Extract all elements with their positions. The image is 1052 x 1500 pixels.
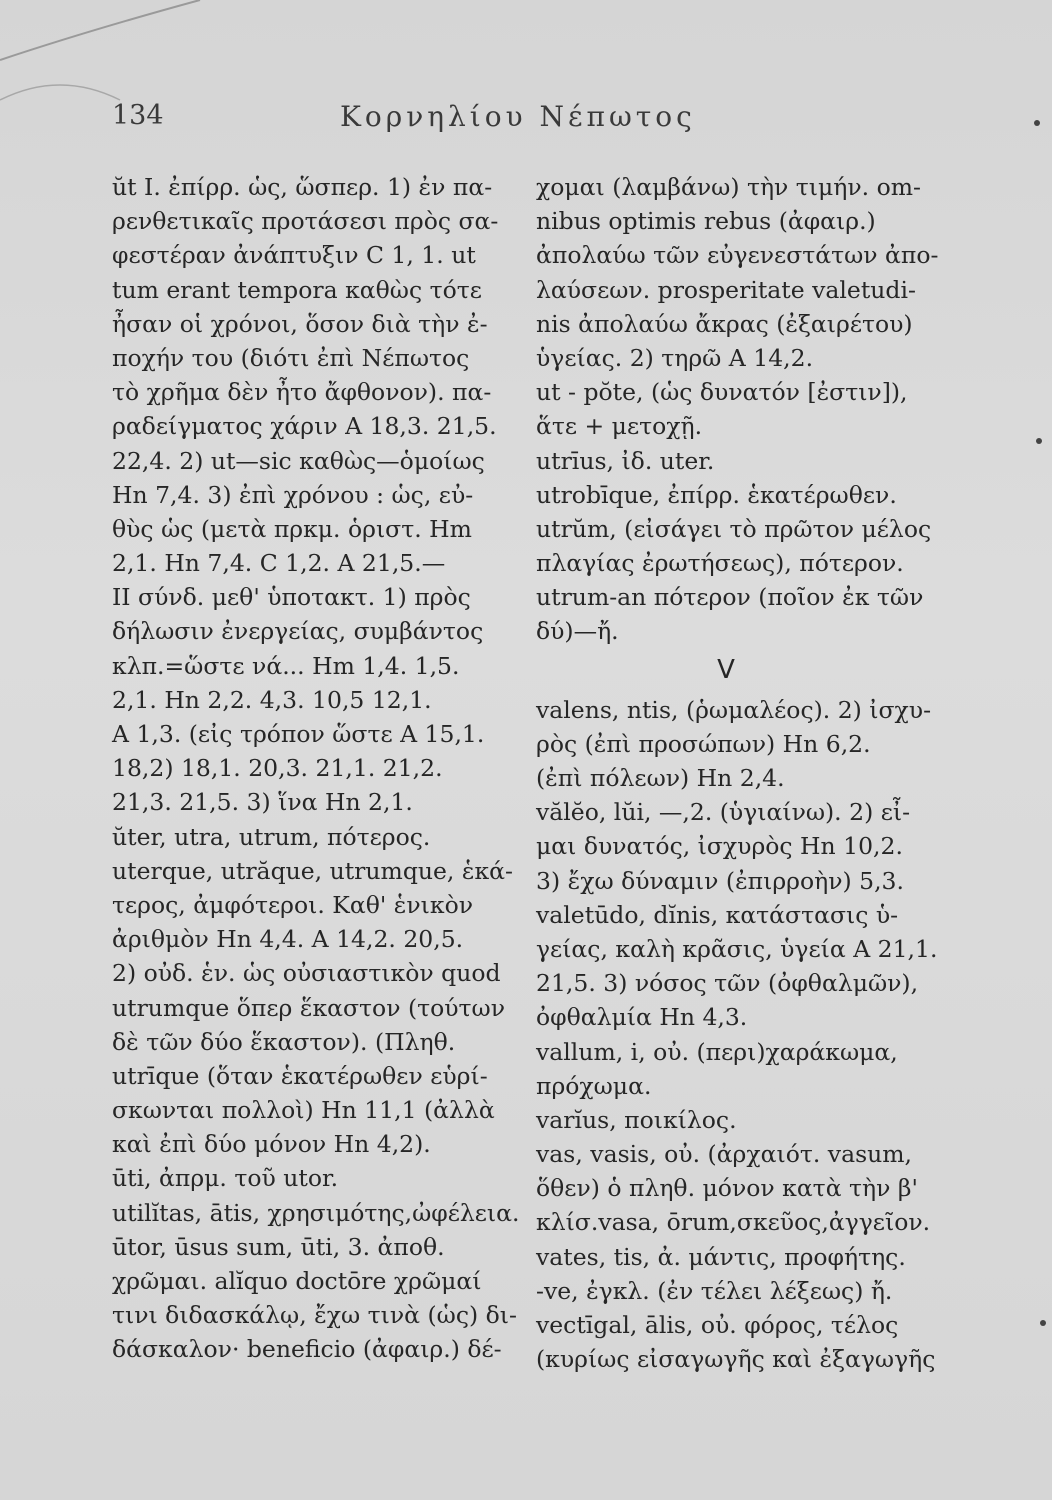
left-column [112, 170, 522, 1367]
text-line: -ve, ἐγκλ. (ἐν τέλει λέξεως) ἤ. [536, 1276, 893, 1305]
text-line: ἀπολαύω τῶν εὐγενεστάτων ἀπο- [536, 241, 939, 270]
text-line: τὸ χρῆμα δὲν ἦτο ἄφθονον). πα- [112, 378, 492, 407]
text-line: vălĕo, lŭi, —,2. (ὑγιαίνω). 2) εἶ- [536, 798, 911, 827]
text-line: ἦσαν οἱ χρόνοι, ὅσον διὰ τὴν ἐ- [112, 309, 488, 338]
text-line: 22,4. 2) ut—sic καθὼς—ὁμοίως [112, 446, 485, 475]
text-line: (ἐπὶ πόλεων) Hn 2,4. [536, 764, 785, 792]
text-line: τερος, ἀμφότεροι. Καθ' ἑνικὸν [112, 890, 474, 919]
text-line: nibus optimis rebus (ἀφαιρ.) [536, 207, 876, 236]
text-line: ἀριθμὸν Hn 4,4. A 14,2. 20,5. [112, 925, 464, 954]
text-line: 21,5. 3) νόσος τῶν (ὀφθαλμῶν), [536, 969, 919, 998]
text-line: 2,1. Hn 7,4. C 1,2. A 21,5.— [112, 549, 446, 578]
text-line: μαι δυνατός, ἰσχυρὸς Hn 10,2. [536, 832, 903, 861]
text-line: δάσκαλον· beneficio (ἀφαιρ.) δέ- [112, 1335, 502, 1364]
text-line: γείας, καλὴ κρᾶσις, ὑγεία A 21,1. [536, 934, 938, 963]
text-line: κλπ.=ὥστε νά... Hm 1,4. 1,5. [112, 651, 460, 680]
text-line: II σύνδ. μεθ' ὑποτακτ. 1) πρὸς [112, 583, 471, 612]
text-line: ποχήν του (διότι ἐπὶ Νέπωτος [112, 343, 470, 372]
text-line: ἅτε + μετοχῇ. [536, 412, 703, 441]
text-line: ŭter, utra, utrum, πότερος. [112, 822, 431, 851]
text-line: ραδείγματος χάριν A 18,3. 21,5. [112, 412, 497, 441]
ink-speck [1040, 1320, 1046, 1326]
text-line: utrum-an πότερον (ποῖον ἐκ τῶν [536, 583, 924, 612]
text-line: tum erant tempora καθὼς τότε [112, 275, 482, 304]
text-line: πρόχωμα. [536, 1071, 652, 1100]
text-line: 2) οὐδ. ἑν. ὡς οὐσιαστικὸν quod [112, 959, 501, 988]
text-line: vates, tis, ἀ. μάντις, προφήτης. [536, 1242, 906, 1271]
text-line: 21,3. 21,5. 3) ἵνα Hn 2,1. [112, 788, 413, 817]
text-line: ūtor, ūsus sum, ūti, 3. ἀποθ. [112, 1232, 445, 1261]
right-column-top [536, 170, 956, 649]
text-line: (κυρίως εἰσαγωγῆς καὶ ἐξαγωγῆς [536, 1345, 936, 1374]
text-line: δὲ τῶν δύο ἕκαστον). (Πληθ. [112, 1027, 456, 1056]
text-line: valetūdo, dĭnis, κατάστασις ὑ- [536, 900, 899, 929]
ink-speck [1034, 120, 1040, 126]
text-line: varĭus, ποικίλος. [536, 1105, 737, 1134]
text-line: λαύσεων. prosperitate valetudi- [536, 275, 916, 304]
right-column [536, 170, 956, 1376]
text-line: ŭt I. ἐπίρρ. ὡς, ὥσπερ. 1) ἐν πα- [112, 173, 493, 201]
running-title: Κορνηλίου Νέπωτος [340, 100, 696, 133]
section-letter: V [717, 654, 735, 685]
text-line: 3) ἔχω δύναμιν (ἐπιρροὴν) 5,3. [536, 866, 904, 895]
text-line: ut - pŏte, (ὡς δυνατόν [ἐστιν]), [536, 378, 908, 407]
text-line: ρενθετικαῖς προτάσεσι πρὸς σα- [112, 207, 499, 236]
text-line: χομαι (λαμβάνω) τὴν τιμήν. om- [536, 173, 921, 201]
text-line: Hn 7,4. 3) ἐπὶ χρόνου : ὡς, εὐ- [112, 480, 474, 509]
text-line: ὑγείας. 2) τηρῶ A 14,2. [536, 343, 814, 372]
text-line: A 1,3. (εἰς τρόπον ὥστε A 15,1. [112, 720, 485, 748]
text-line: χρῶμαι. alĭquo doctōre χρῶμαί [112, 1267, 482, 1295]
text-line: utrobīque, ἐπίρρ. ἑκατέρωθεν. [536, 480, 897, 509]
text-line: ὅθεν) ὁ πληθ. μόνον κατὰ τὴν β' [536, 1174, 918, 1203]
text-line: 18,2) 18,1. 20,3. 21,1. 21,2. [112, 754, 443, 783]
page-number: 134 [112, 100, 164, 131]
text-line: utilĭtas, ātis, χρησιμότης,ὠφέλεια. [112, 1198, 520, 1227]
text-line: ρὸς (ἐπὶ προσώπων) Hn 6,2. [536, 729, 871, 758]
text-line: δήλωσιν ἐνεργείας, συμβάντος [112, 617, 484, 646]
text-line: πλαγίας ἐρωτήσεως), πότερον. [536, 549, 904, 578]
text-line: 2,1. Hn 2,2. 4,3. 10,5 12,1. [112, 685, 432, 714]
text-line: vas, vasis, οὐ. (ἀρχαιότ. vasum, [536, 1140, 913, 1169]
text-line: ὀφθαλμία Hn 4,3. [536, 1003, 748, 1032]
text-line: καὶ ἐπὶ δύο μόνον Hn 4,2). [112, 1130, 431, 1159]
text-line: φεστέραν ἀνάπτυξιν C 1, 1. ut [112, 241, 476, 270]
text-line: utrumque ὅπερ ἕκαστον (τούτων [112, 993, 506, 1022]
right-column-bottom [536, 693, 956, 1377]
text-line: δύ)—ἤ. [536, 617, 619, 646]
text-line: θὺς ὡς (μετὰ πρκμ. ὁριστ. Hm [112, 514, 472, 543]
text-line: nis ἀπολαύω ἄκρας (ἐξαιρέτου) [536, 309, 913, 338]
page-header [112, 92, 942, 136]
text-line: κλίσ.vasa, ōrum,σκεῦος,ἀγγεῖον. [536, 1208, 931, 1237]
ink-speck [1036, 438, 1042, 444]
text-line: utrīque (ὅταν ἑκατέρωθεν εὑρί- [112, 1061, 488, 1090]
text-line: valens, ntis, (ῥωμαλέος). 2) ἰσχυ- [536, 695, 932, 724]
text-line: τινι διδασκάλῳ, ἔχω τινὰ (ὡς) δι- [112, 1301, 517, 1330]
text-line: utrīus, ἰδ. uter. [536, 446, 715, 475]
text-line: uterque, utrăque, utrumque, ἑκά- [112, 856, 513, 885]
text-line: utrŭm, (εἰσάγει τὸ πρῶτον μέλος [536, 514, 932, 543]
text-line: ūti, ἀπρμ. τοῦ utor. [112, 1164, 339, 1193]
text-line: vectīgal, ālis, οὐ. φόρος, τέλος [536, 1311, 899, 1339]
text-line: σκωνται πολλοὶ) Hn 11,1 (ἀλλὰ [112, 1096, 495, 1125]
text-line: vallum, i, οὐ. (περι)χαράκωμα, [536, 1037, 898, 1066]
